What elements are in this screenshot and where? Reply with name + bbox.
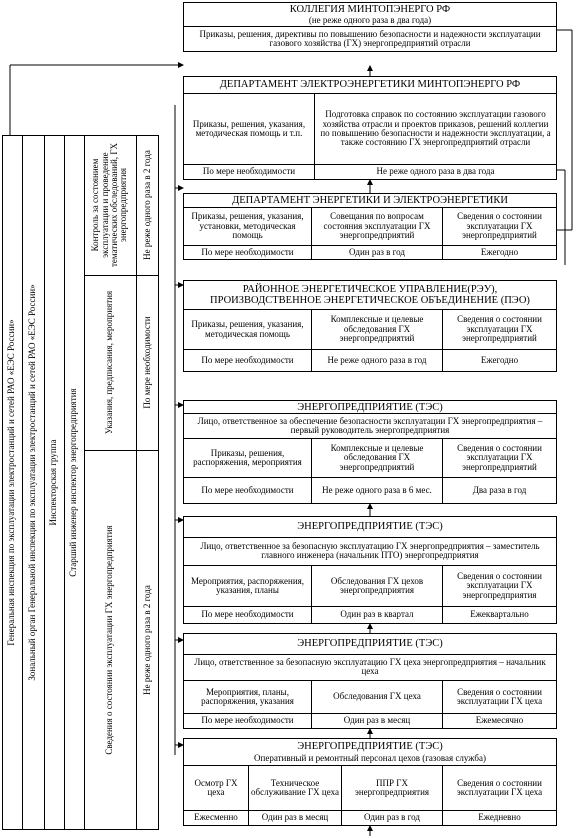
box-dept-energy-title: ДЕПАРТАМЕНТ ЭНЕРГЕТИКИ И ЭЛЕКТРОЭНЕРГЕТИКИ bbox=[232, 195, 508, 207]
box-reu-f3: Ежегодно bbox=[480, 354, 519, 365]
left-c2-freq: По мере необходимости bbox=[141, 316, 152, 409]
box-tes-2-f3: Ежеквартально bbox=[470, 609, 529, 620]
box-dept-electro-c1: Приказы, решения, указания, методическая помощь и т.п. bbox=[192, 118, 306, 138]
box-tes-4-c1: Осмотр ГХ цеха bbox=[194, 777, 238, 797]
box-tes-3-c2: Обследования ГХ цеха bbox=[333, 691, 421, 702]
box-collegium-sub: (не реже одного раза в два года) bbox=[308, 14, 432, 25]
box-reu-c2: Комплексные и целевые обследования ГХ энергопредприятий bbox=[330, 314, 424, 344]
box-dept-energy-c1: Приказы, решения, указания, установки, методическая помощь bbox=[191, 211, 304, 241]
box-collegium-text: Приказы, решения, директивы по повышению безопасности и надежности эксплуатации газового хозяйства (ГХ) энергопредприятий отрасли bbox=[199, 28, 541, 48]
box-tes-4-sub: Оперативный и ремонтный персонал цехов (газовая служба) bbox=[254, 753, 486, 764]
box-tes-3-title: ЭНЕРГОПРЕДПРИЯТИЕ (ТЭС) bbox=[297, 638, 443, 650]
box-tes-2-f1: По мере необходимости bbox=[201, 609, 294, 620]
left-c2-header: Указания, предписания, мероприятия bbox=[104, 290, 115, 435]
left-zonal-title: Зональный орган Генеральной инспекции по эксплуатации электростанций и сетей РАО «ЕЭС России» bbox=[27, 284, 38, 681]
box-tes-4-c4: Сведения о состоянии эксплуатации ГХ цеха bbox=[456, 777, 543, 797]
box-reu-f1: По мере необходимости bbox=[201, 354, 294, 365]
box-reu-title: РАЙОННОЕ ЭНЕРГЕТИЧЕСКОЕ УПРАВЛЕНИЕ(РЭУ), ПРОИЗВОДСТВЕННОЕ ЭНЕРГЕТИЧЕСКОЕ ОБЪЕДИНЕНИЕ (ПЭО) bbox=[210, 283, 530, 306]
left-main-title: Генеральная инспекция по эксплуатации электростанций и сетей РАО «ЕЭС России» bbox=[6, 319, 17, 646]
left-c1-freq: Не реже одного раза в 2 года bbox=[141, 585, 152, 695]
box-dept-electro-title: ДЕПАРТАМЕНТ ЭЛЕКТРОЭНЕРГЕТИКИ МИНТОПЭНЕРГО РФ bbox=[219, 79, 521, 91]
box-tes-4-f2: Один раз в месяц bbox=[261, 812, 329, 823]
box-tes-3-sub: Лицо, ответственное за безопасную эксплуатацию ГХ цеха энергопредприятия – начальник цеха bbox=[194, 656, 546, 676]
box-tes-4-f4: Ежедневно bbox=[478, 812, 521, 823]
box-dept-energy-c3: Сведения о состоянии эксплуатации ГХ энергопредприятий bbox=[457, 211, 542, 241]
box-reu-c3: Сведения о состоянии эксплуатации ГХ энергопредприятий bbox=[457, 314, 542, 344]
box-tes-3-c1: Мероприятия, планы, распоряжения, указания bbox=[201, 686, 294, 706]
box-tes-3 bbox=[183, 633, 557, 729]
box-tes-1-f1: По мере необходимости bbox=[201, 484, 294, 495]
box-tes-4 bbox=[183, 738, 557, 826]
box-reu bbox=[183, 280, 557, 372]
box-dept-electro-c2: Подготовка справок по состоянию эксплуатации газового хозяйства отрасли и проектов приказов, решений коллегии по повышению безопасности и надежности эксплуатации, а также состоянию ГХ энергопредприятий отрасли bbox=[320, 109, 551, 148]
box-tes-3-f2: Один раз в месяц bbox=[343, 715, 411, 726]
box-dept-electro-f1: По мере необходимости bbox=[202, 166, 296, 177]
left-group-title: Инспекторская группа bbox=[48, 439, 59, 526]
box-tes-3-f3: Ежемесячно bbox=[475, 715, 524, 726]
box-dept-electro bbox=[183, 76, 557, 180]
box-tes-2-sub: Лицо, ответственное за безопасную эксплуатацию ГХ энергопредприятия – заместитель главного инженера (начальник ПТО) энергопредприятия bbox=[200, 540, 540, 560]
box-tes-2-title: ЭНЕРГОПРЕДПРИЯТИЕ (ТЭС) bbox=[297, 521, 443, 533]
box-tes-1-f3: Два раза в год bbox=[472, 484, 527, 495]
left-c1-header: Сведения о состоянии эксплуатации ГХ энергопредприятия bbox=[104, 525, 115, 755]
box-reu-c1: Приказы, решения, указания, методическая помощь bbox=[191, 319, 304, 339]
box-tes-1-c1: Приказы, решения, распоряжения, мероприятия bbox=[193, 447, 302, 467]
left-senior-title: Старший инженер инспектор энергопредприятия bbox=[68, 388, 79, 577]
box-tes-4-c3: ППР ГХ энергопредприятия bbox=[354, 777, 430, 797]
box-tes-1 bbox=[183, 400, 557, 504]
box-collegium bbox=[183, 2, 557, 52]
box-tes-1-c2: Комплексные и целевые обследования ГХ энергопредприятий bbox=[330, 442, 424, 472]
box-dept-energy-f1: По мере необходимости bbox=[201, 246, 294, 257]
box-tes-4-f3: Один раз в год bbox=[364, 812, 420, 823]
left-c3-header: Контроль за состоянием эксплуатации и проведение тематических обследований, ГХ энергопредприятия bbox=[90, 142, 129, 268]
box-tes-1-title: ЭНЕРГОПРЕДПРИЯТИЕ (ТЭС) bbox=[297, 401, 443, 413]
box-tes-2-c1: Мероприятия, распоряжения, указания, планы bbox=[190, 575, 305, 595]
box-dept-electro-f2: Не реже одного раза в два года bbox=[376, 166, 495, 177]
box-tes-1-c3: Сведения о состоянии эксплуатации ГХ энергопредприятий bbox=[457, 442, 542, 472]
box-tes-4-c2: Техническое обслуживание ГХ цеха bbox=[251, 777, 340, 797]
box-reu-f2: Не реже одного раза в год bbox=[327, 354, 427, 365]
box-collegium-title: КОЛЛЕГИЯ МИНТОПЭНЕРГО РФ bbox=[289, 3, 451, 15]
left-c3-freq: Не реже одного раза в 2 года bbox=[141, 150, 152, 260]
box-tes-1-sub: Лицо, ответственное за обеспечение безопасности эксплуатации ГХ энергопредприятия – первый руководитель энергопредприятия bbox=[197, 415, 543, 435]
box-tes-1-f2: Не реже одного раза в 6 мес. bbox=[322, 484, 432, 495]
box-tes-2 bbox=[183, 516, 557, 624]
box-dept-energy-c2: Совещания по вопросам состояния эксплуатации ГХ энергопредприятий bbox=[323, 211, 431, 241]
box-tes-4-f1: Ежесменно bbox=[194, 812, 238, 823]
box-tes-2-c2: Обследования ГХ цехов энергопредприятия bbox=[330, 575, 424, 595]
box-tes-3-f1: По мере необходимости bbox=[201, 715, 294, 726]
box-tes-3-c3: Сведения о состоянии эксплуатации ГХ цеха bbox=[456, 686, 543, 706]
box-dept-energy-f3: Ежегодно bbox=[480, 246, 519, 257]
box-dept-energy-f2: Один раз в год bbox=[349, 246, 405, 257]
box-tes-2-c3: Сведения о состоянии эксплуатации ГХ энергопредприятия bbox=[457, 570, 542, 600]
box-tes-4-title: ЭНЕРГОПРЕДПРИЯТИЕ (ТЭС) bbox=[297, 741, 443, 753]
box-dept-energy bbox=[183, 193, 557, 260]
box-tes-2-f2: Один раз в квартал bbox=[340, 609, 414, 620]
